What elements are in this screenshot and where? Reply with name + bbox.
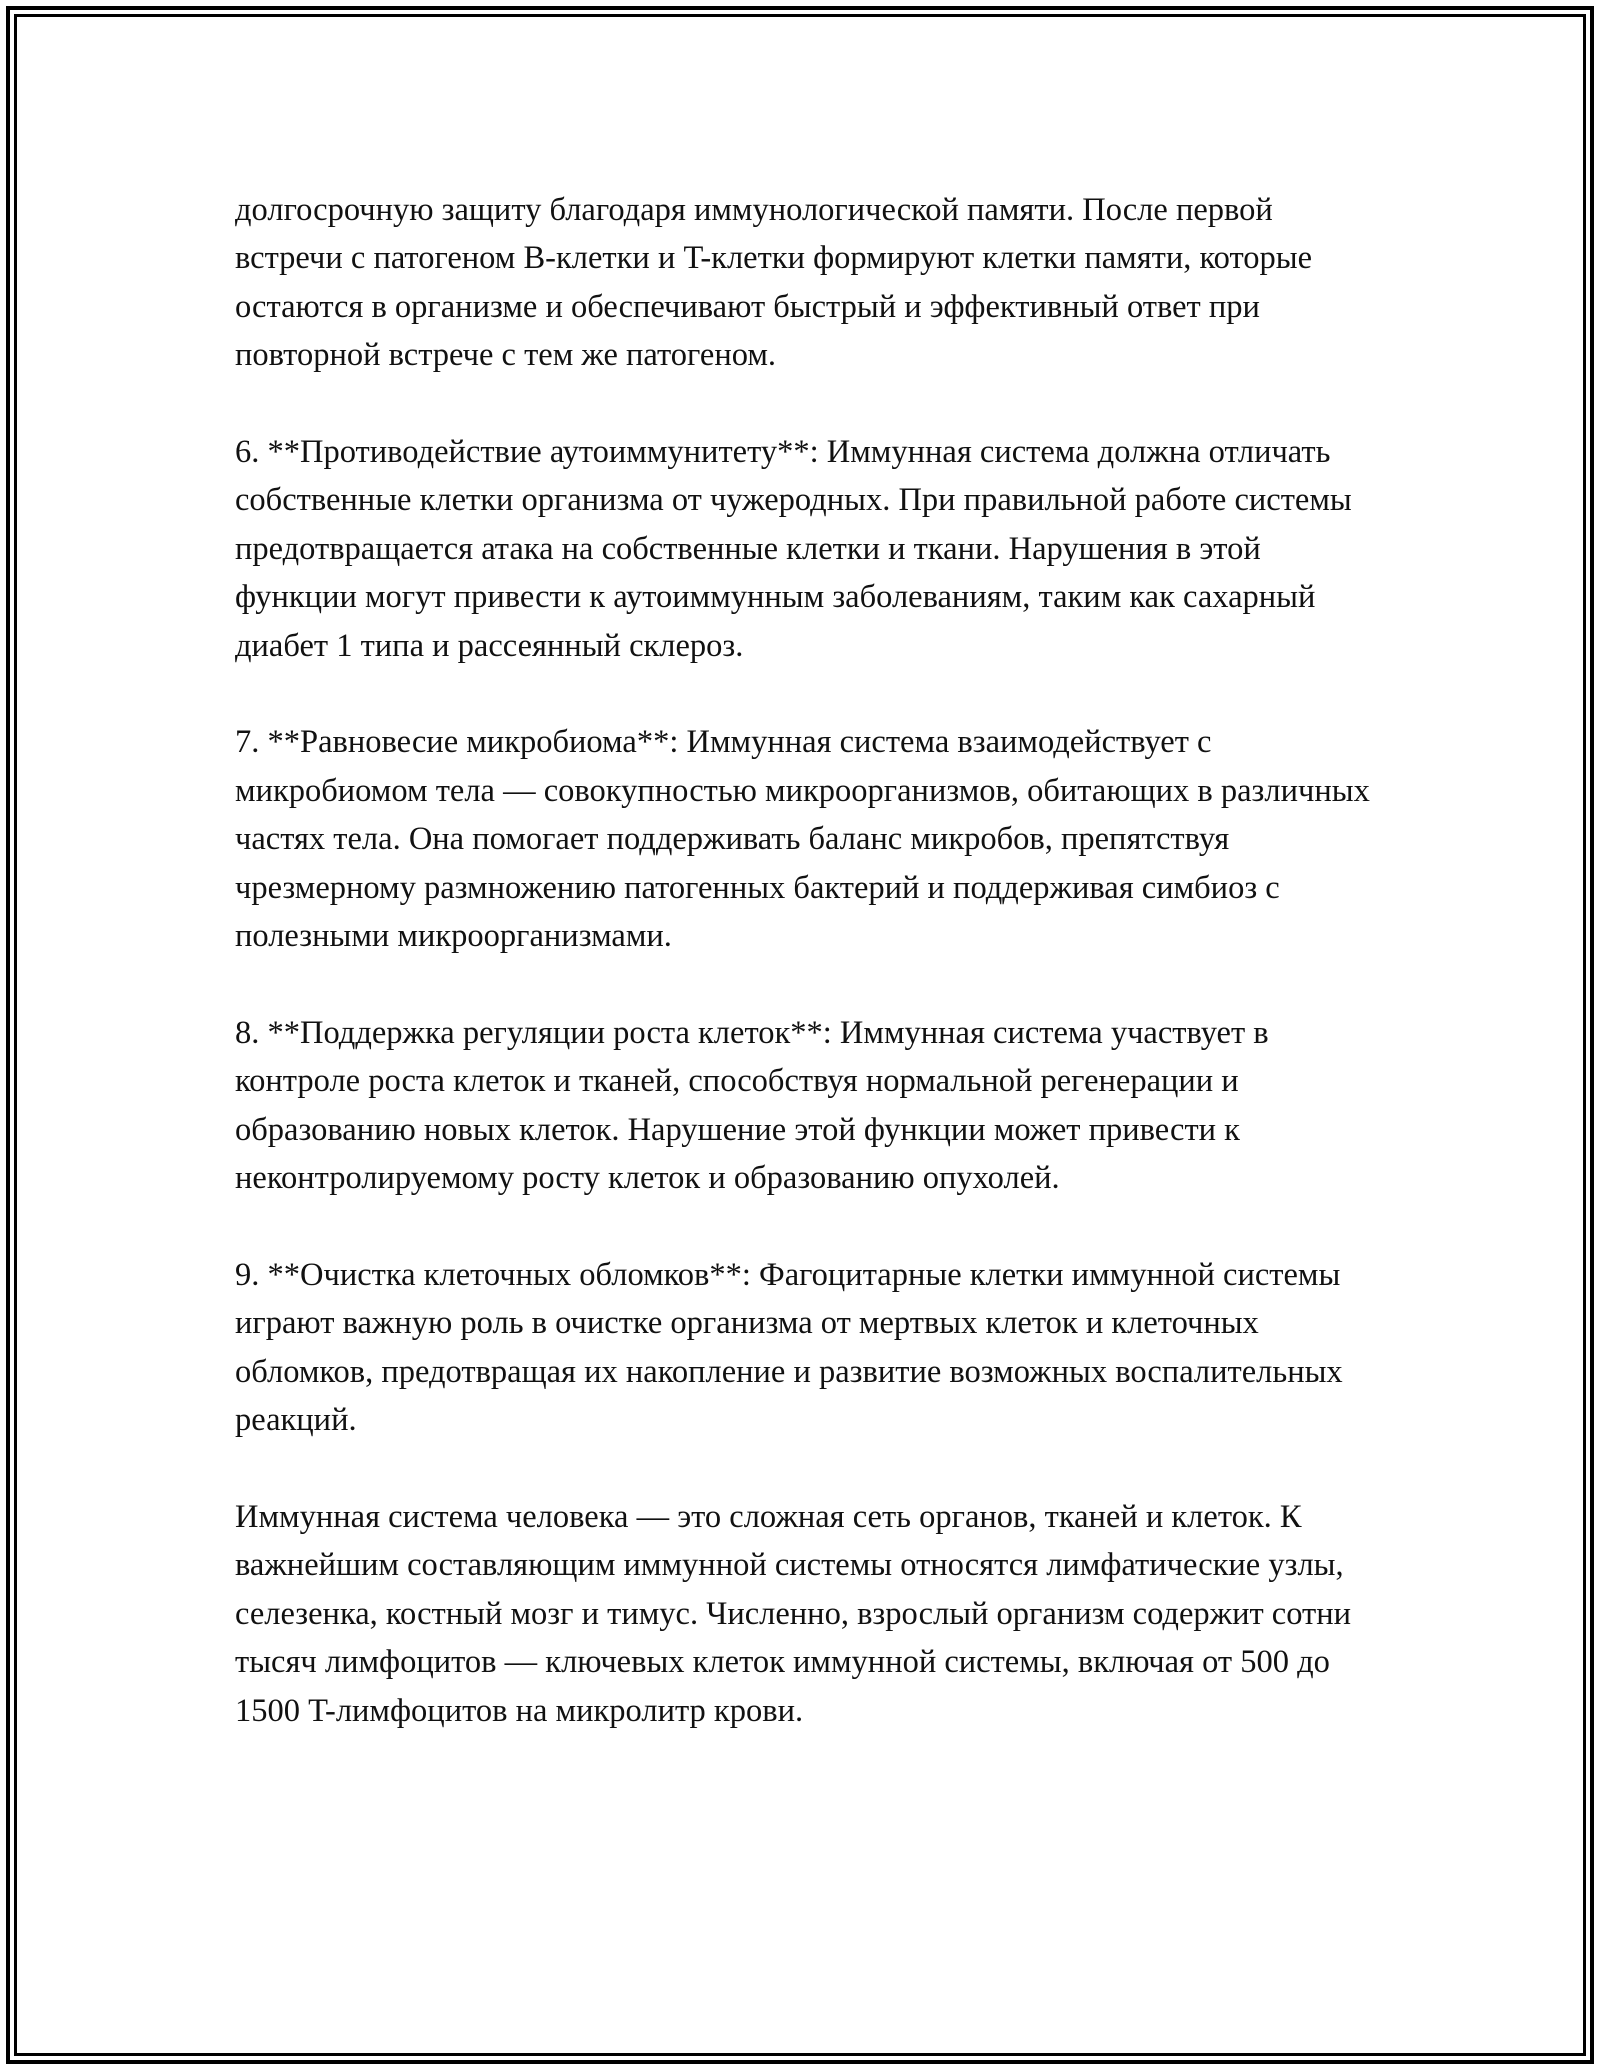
paragraph-memory-continuation: долгосрочную защиту благодаря иммунологической памяти. После первой встречи с патогеном B-клетки и T-клетки формируют клетки памяти, которые остаются в организме и обеспечивают быстрый и эффективный ответ при повторной встрече с тем же патогеном. [235,192,1312,374]
paragraph-cell-debris: 9. **Очистка клеточных обломков**: Фагоцитарные клетки иммунной системы играют важную роль в очистке организма от мертвых клеток и клеточных обломков, предотвращая их накопление и развитие возможных воспалительных реакций. [235,1256,1343,1439]
paragraph-autoimmunity: 6. **Противодействие аутоиммунитету**: Иммунная система должна отличать собственные клетки организма от чужеродных. При правильной работе системы предотвращается атака на собственные клетки и ткани. Нарушения в этой функции могут привести к аутоиммунным заболеваниям, таким как сахарный диабет 1 типа и рассеянный склероз. [235,434,1352,664]
paragraph-cell-growth: 8. **Поддержка регуляции роста клеток**: Иммунная система участвует в контроле роста клеток и тканей, способствуя нормальной регенерации и образованию новых клеток. Нарушение этой функции может привести к неконтролируемому росту клеток и образованию опухолей. [235,1014,1269,1197]
paragraph-immune-system-overview: Иммунная система человека — это сложная сеть органов, тканей и клеток. К важнейшим составляющим иммунной системы относятся лимфатические узлы, селезенка, костный мозг и тимус. Численно, взрослый организм содержит сотни тысяч лимфоцитов — ключевых клеток иммунной системы, включая от 500 до 1500 T-лимфоцитов на микролитр крови. [235,1498,1352,1729]
document-body [235,186,1375,1735]
paragraph-microbiome: 7. **Равновесие микробиома**: Иммунная система взаимодействует с микробиомом тела — совокупностью микроорганизмов, обитающих в различных частях тела. Она помогает поддерживать баланс микробов, препятствуя чрезмерному размножению патогенных бактерий и поддерживая симбиоз с полезными микроорганизмами. [235,724,1370,955]
